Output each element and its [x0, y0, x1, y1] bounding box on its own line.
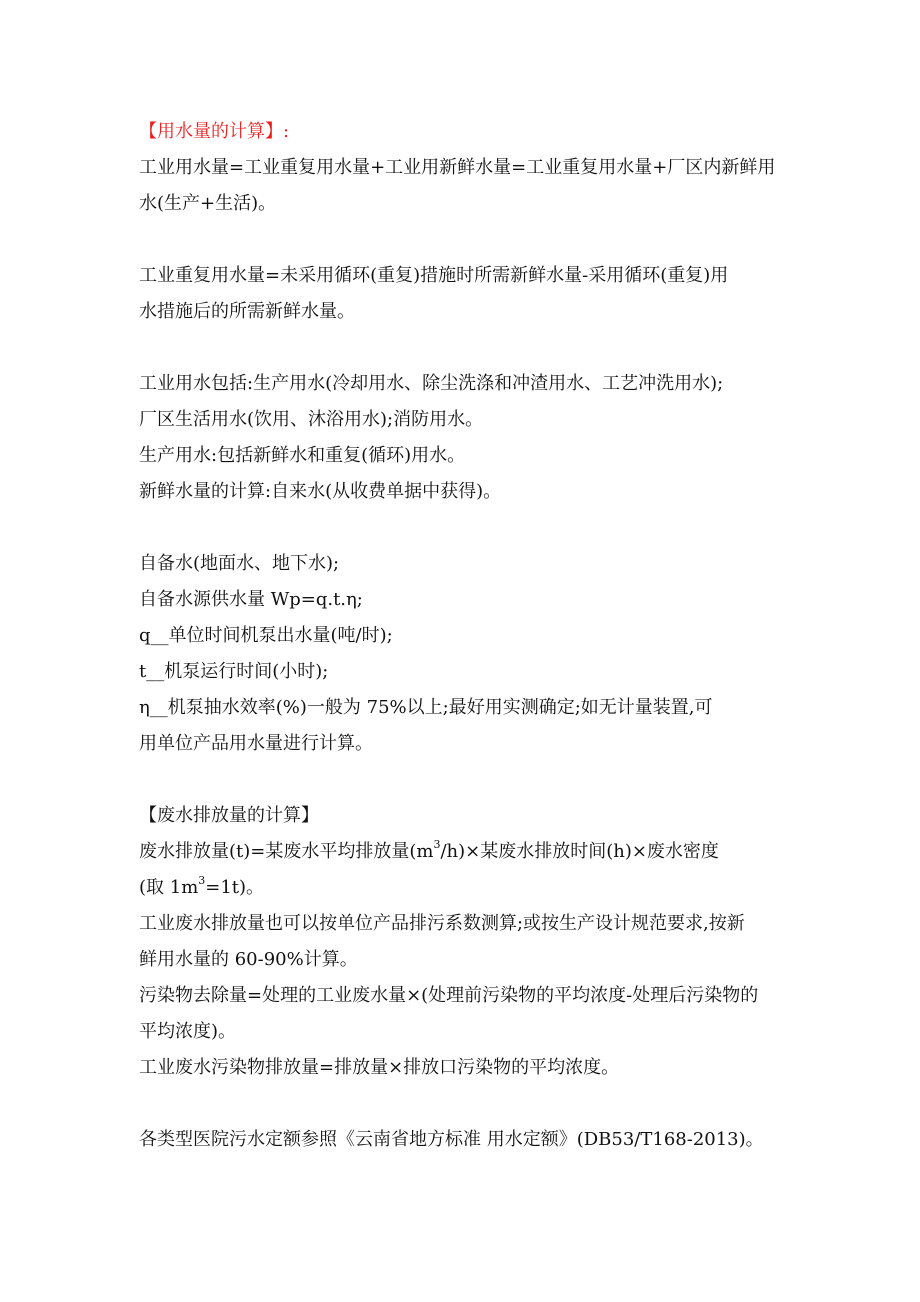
paragraph-gap [139, 222, 789, 258]
definition-t: t__机泵运行时间(小时); [139, 661, 329, 682]
pollutant-removal-line2: 平均浓度)。 [139, 1021, 237, 1042]
industrial-wastewater-line2: 鲜用水量的 60-90%计算。 [139, 949, 358, 970]
paragraph-gap [139, 510, 789, 546]
production-water: 生产用水:包括新鲜水和重复(循环)用水。 [139, 445, 466, 466]
self-water: 自备水(地面水、地下水); [139, 553, 340, 574]
wastewater-formula-line1 [139, 834, 789, 870]
wastewater-formula-line2-b: =1t)。 [205, 877, 265, 898]
industrial-wastewater-line1: 工业废水排放量也可以按单位产品排污系数测算;或按生产设计规范要求,按新 [139, 913, 745, 934]
paragraph-gap [139, 1086, 789, 1122]
document-body [139, 114, 789, 1158]
fresh-water-calc: 新鲜水量的计算:自来水(从收费单据中获得)。 [139, 481, 502, 502]
superscript-three: 3 [433, 838, 441, 851]
water-use-heading: 【用水量的计算】: [139, 121, 290, 142]
paragraph-gap [139, 762, 789, 798]
hospital-reference: 各类型医院污水定额参照《云南省地方标准 用水定额》(DB53/T168-2013)。 [139, 1129, 764, 1150]
industrial-water-includes-line1: 工业用水包括:生产用水(冷却用水、除尘洗涤和冲渣用水、工艺冲洗用水); [139, 373, 724, 394]
pollutant-discharge: 工业废水污染物排放量=排放量×排放口污染物的平均浓度。 [139, 1057, 620, 1078]
definition-eta-line1: η__机泵抽水效率(%)一般为 75%以上;最好用实测确定;如无计量装置,可 [139, 697, 713, 718]
self-supply-formula: 自备水源供水量 Wp=q.t.η; [139, 589, 363, 610]
repeat-water-line2: 水措施后的所需新鲜水量。 [139, 301, 355, 322]
wastewater-formula-line2 [139, 870, 789, 906]
superscript-three: 3 [198, 874, 206, 887]
wastewater-heading: 【废水排放量的计算】 [139, 805, 319, 826]
industrial-water-includes-line2: 厂区生活用水(饮用、沐浴用水);消防用水。 [139, 409, 484, 430]
wastewater-formula-line2-a: (取 1m [139, 877, 199, 898]
paragraph-gap [139, 330, 789, 366]
pollutant-removal-line1: 污染物去除量=处理的工业废水量×(处理前污染物的平均浓度-处理后污染物的 [139, 985, 759, 1006]
definition-q: q__单位时间机泵出水量(吨/时); [139, 625, 393, 646]
wastewater-formula-line1-a: 废水排放量(t)=某废水平均排放量(m [139, 841, 434, 862]
definition-eta-line2: 用单位产品用水量进行计算。 [139, 733, 373, 754]
water-use-formula-line1: 工业用水量=工业重复用水量+工业用新鲜水量=工业重复用水量+厂区内新鲜用 [139, 157, 776, 178]
repeat-water-line1: 工业重复用水量=未采用循环(重复)措施时所需新鲜水量-采用循环(重复)用 [139, 265, 729, 286]
wastewater-formula-line1-b: /h)×某废水排放时间(h)×废水密度 [440, 841, 719, 862]
water-use-formula-line2: 水(生产+生活)。 [139, 193, 277, 214]
